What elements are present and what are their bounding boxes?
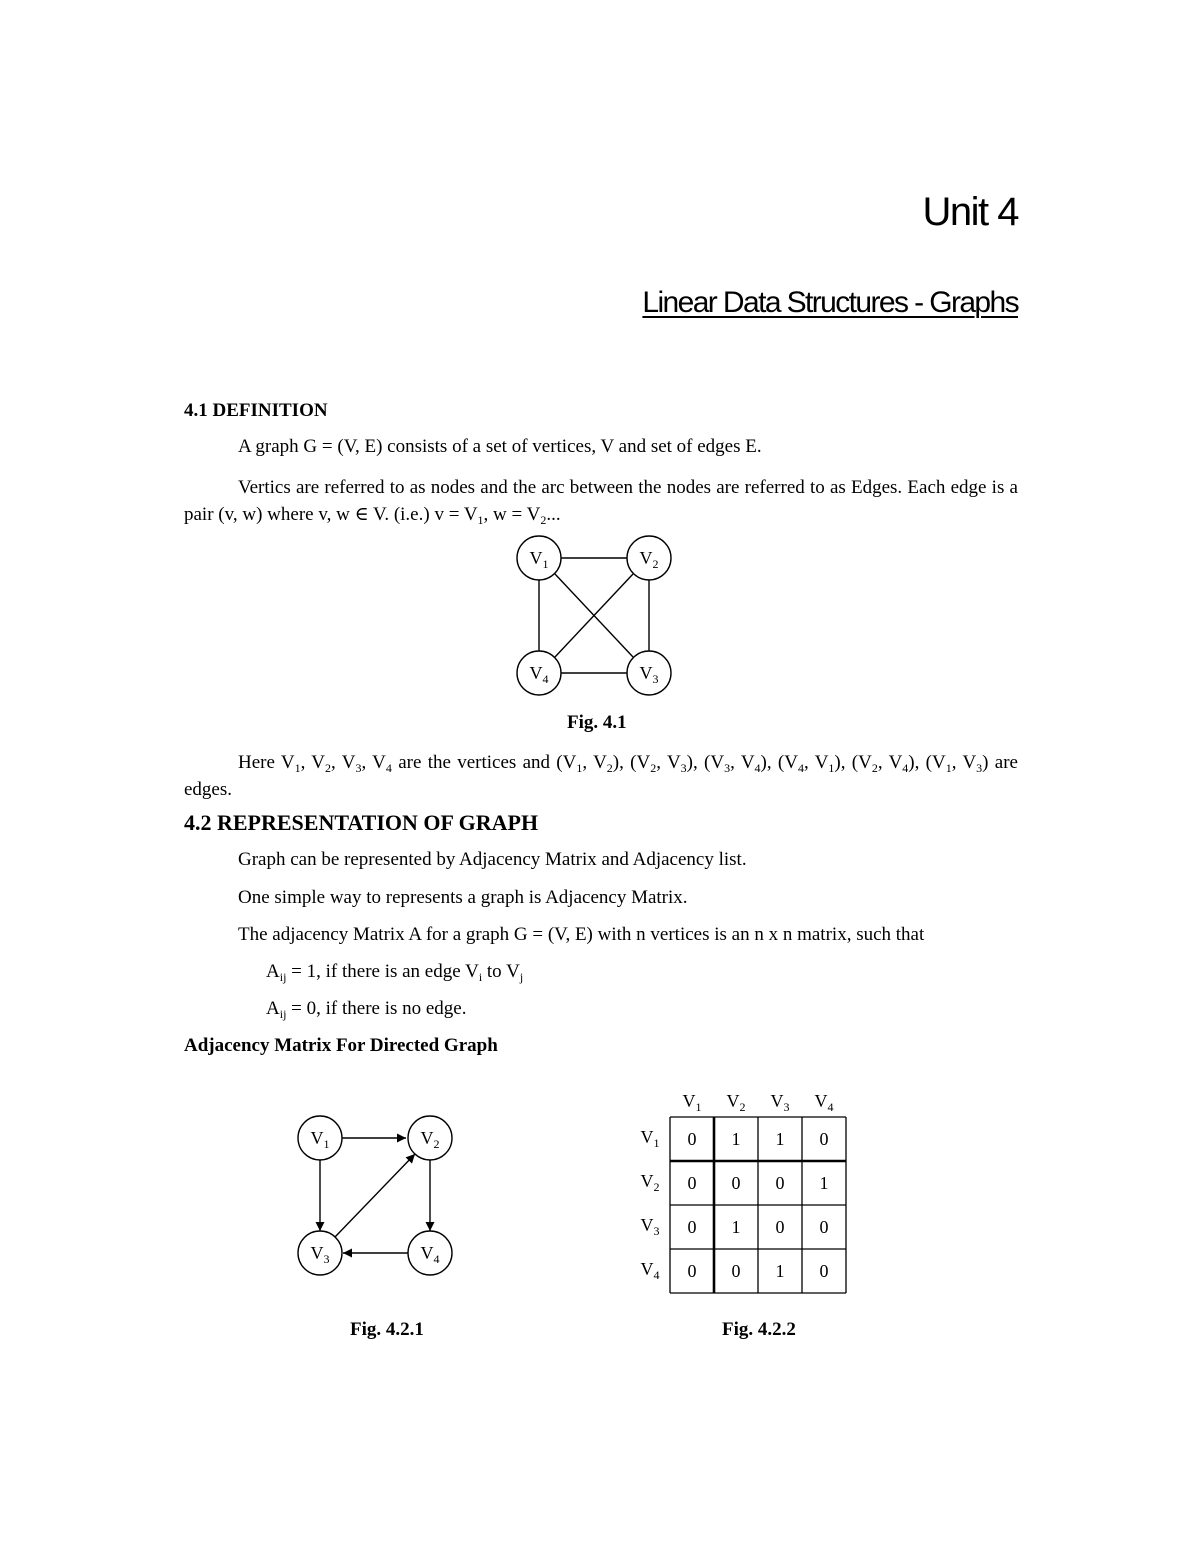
matrix-cell: 0: [819, 1129, 829, 1149]
rule-no-edge: $A_{ij} = 0$, if there is no edge.: [266, 998, 467, 1021]
matrix-cell: 0: [687, 1173, 697, 1193]
node-v1-label: $V_1$: [310, 1128, 330, 1151]
node-v2-label: $V_2$: [420, 1128, 440, 1151]
unit-title: Unit 4: [922, 190, 1018, 234]
node-v4-label: $V_4$: [420, 1243, 440, 1266]
rule-edge-exists: $A_{ij} = 1$, if there is an edge $V_i$ to $V_j$: [266, 961, 524, 984]
figure-4-1-caption: Fig. 4.1: [567, 712, 627, 733]
matrix-cell: 0: [775, 1173, 785, 1193]
figure-4-2-2-adjacency-matrix: [630, 1085, 860, 1300]
matrix-cell: 1: [775, 1129, 785, 1149]
section-heading-definition: 4.1 DEFINITION: [184, 400, 328, 421]
vertices-paragraph: Vertics are referred to as nodes and the arc between the nodes are referred to as Edges. Each edge is a pair (v, w) where v, w ∈ V. (i.e.) $v = V_1$, $w = V_2$...: [184, 477, 1018, 527]
node-v4-label: $V_4$: [529, 663, 549, 686]
definition-paragraph: A graph G = (V, E) consists of a set of vertices, V and set of edges E.: [238, 436, 762, 457]
matrix-row-header: $V_1$: [640, 1127, 660, 1150]
matrix-col-header: $V_3$: [770, 1091, 790, 1114]
node-v3-label: $V_3$: [639, 663, 659, 686]
matrix-row-header: $V_2$: [640, 1171, 660, 1194]
matrix-col-header: $V_2$: [726, 1091, 746, 1114]
matrix-cell: 0: [775, 1217, 785, 1237]
directed-graph-subheading: Adjacency Matrix For Directed Graph: [184, 1035, 498, 1056]
matrix-cell: 0: [819, 1261, 829, 1281]
matrix-cell: 0: [819, 1217, 829, 1237]
figure-4-2-1-caption: Fig. 4.2.1: [350, 1319, 424, 1340]
adjacency-matrix-definition: The adjacency Matrix A for a graph G = (V, E) with n vertices is an n x n matrix, such that: [238, 924, 925, 945]
figure-4-2-1-directed-graph: [290, 1112, 465, 1282]
section-heading-representation: 4.2 REPRESENTATION OF GRAPH: [184, 810, 539, 835]
matrix-cell: 1: [775, 1261, 785, 1281]
matrix-cell: 1: [731, 1129, 741, 1149]
figure-4-1-graph: [505, 530, 685, 702]
matrix-cell: 0: [687, 1261, 697, 1281]
edge-v3-to-v2: [335, 1154, 415, 1237]
node-v1-label: $V_1$: [529, 548, 549, 571]
adjacency-matrix-intro: One simple way to represents a graph is Adjacency Matrix.: [238, 887, 688, 908]
chapter-title: Linear Data Structures - Graphs: [642, 286, 1018, 319]
matrix-col-header: $V_1$: [682, 1091, 702, 1114]
matrix-cell: 1: [819, 1173, 829, 1193]
matrix-row-header: $V_4$: [640, 1259, 660, 1282]
matrix-col-header: $V_4$: [814, 1091, 834, 1114]
matrix-cell: 0: [731, 1173, 741, 1193]
node-v2-label: $V_2$: [639, 548, 659, 571]
matrix-row-header: $V_3$: [640, 1215, 660, 1238]
matrix-cell: 0: [687, 1129, 697, 1149]
matrix-cell: 0: [687, 1217, 697, 1237]
matrix-cell: 0: [731, 1261, 741, 1281]
node-v3-label: $V_3$: [310, 1243, 330, 1266]
figure-4-2-2-caption: Fig. 4.2.2: [722, 1319, 796, 1340]
edges-paragraph: Here $V_1$, $V_2$, $V_3$, $V_4$ are the vertices and ($V_1$, $V_2$), ($V_2$, $V_3$), ($V_3$, $V_4$), ($V_4$, $V_1$), ($V_2$, $V_4$), ($V_1$, $V_3$) are edges.: [184, 752, 1018, 800]
matrix-cell: 1: [731, 1217, 741, 1237]
representation-paragraph: Graph can be represented by Adjacency Matrix and Adjacency list.: [238, 849, 747, 870]
